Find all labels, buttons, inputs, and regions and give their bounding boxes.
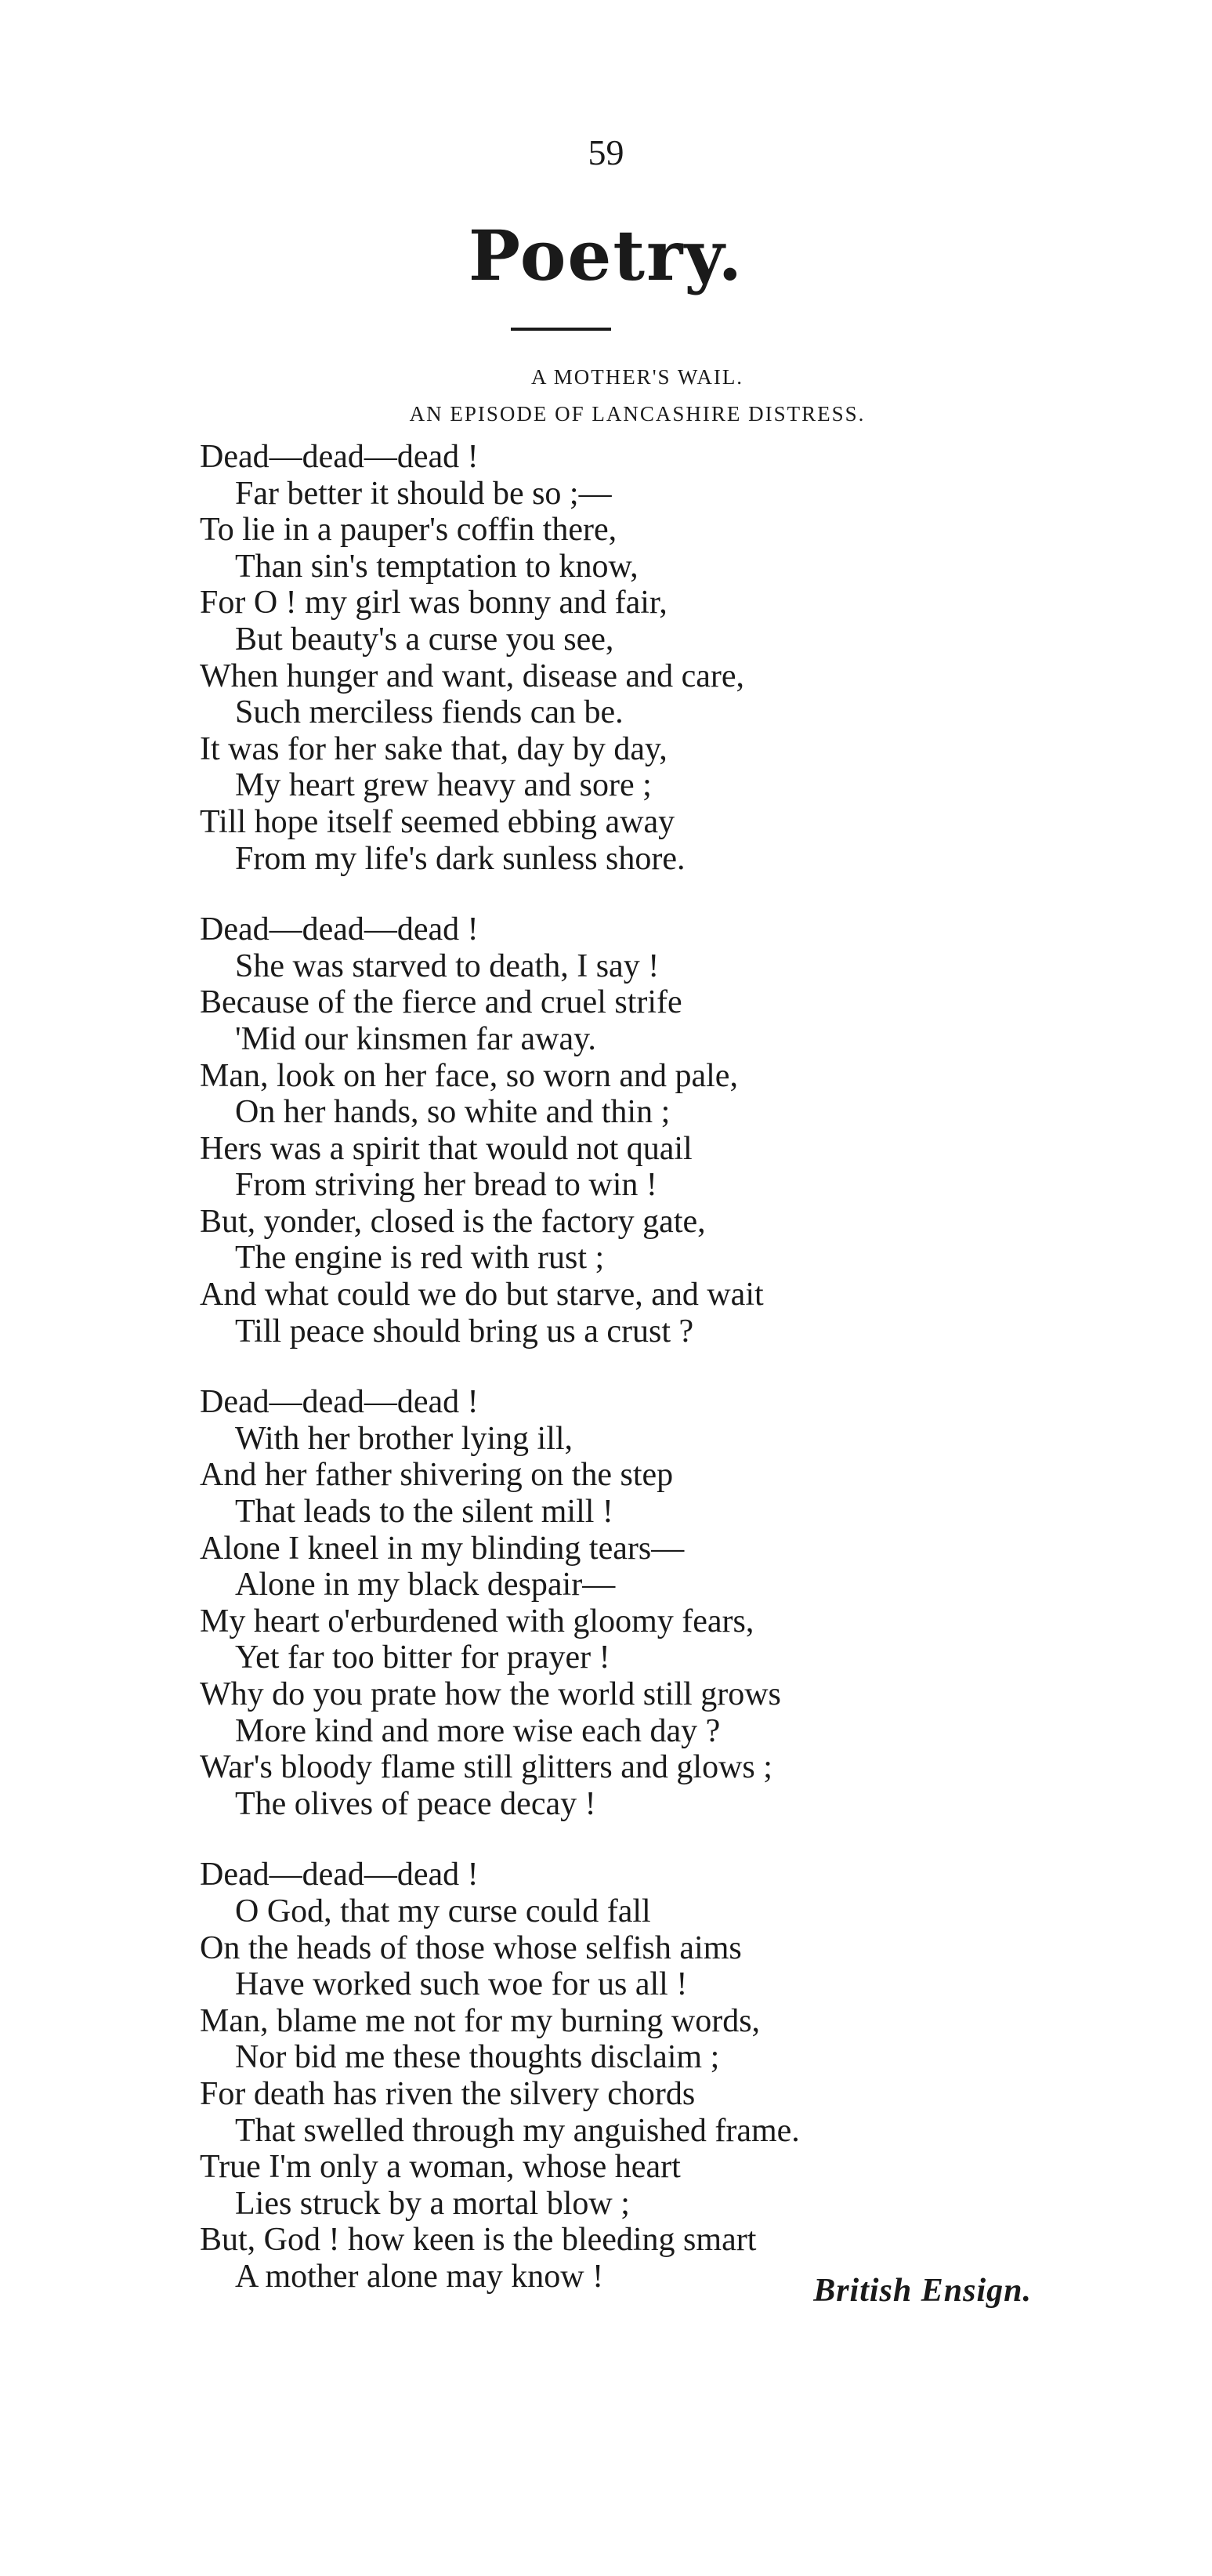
poem-line: Dead—dead—dead ! bbox=[200, 1384, 479, 1421]
poem-line: And her father shivering on the step bbox=[200, 1457, 674, 1494]
poem-line: My heart o'erburdened with gloomy fears, bbox=[200, 1603, 754, 1639]
poem-line: Have worked such woe for us all ! bbox=[235, 1966, 688, 2003]
poem-line: Man, look on her face, so worn and pale, bbox=[200, 1057, 738, 1094]
poem-line: On her hands, so white and thin ; bbox=[235, 1094, 671, 1131]
poem-line: The olives of peace decay ! bbox=[235, 1785, 596, 1822]
poem-line: My heart grew heavy and sore ; bbox=[235, 767, 652, 804]
source-attribution: British Ensign. bbox=[813, 2273, 1032, 2309]
poem-line: Lies struck by a mortal blow ; bbox=[235, 2185, 630, 2222]
stanza-4 bbox=[0, 1857, 1212, 2295]
poem-line: Yet far too bitter for prayer ! bbox=[235, 1639, 610, 1676]
page-number: 59 bbox=[588, 132, 624, 172]
poem-line: Such merciless fiends can be. bbox=[235, 694, 624, 731]
poem-line: Nor bid me these thoughts disclaim ; bbox=[235, 2039, 720, 2076]
poem-line: To lie in a pauper's coffin there, bbox=[200, 512, 617, 549]
poem-line: Alone in my black despair— bbox=[235, 1567, 616, 1603]
poem-line: Dead—dead—dead ! bbox=[200, 439, 479, 475]
poem-subtitle: AN EPISODE OF LANCASHIRE DISTRESS. bbox=[409, 402, 866, 426]
poem-line: But, God ! how keen is the bleeding smart bbox=[200, 2222, 757, 2259]
poem-line: War's bloody flame still glitters and glows ; bbox=[200, 1749, 772, 1786]
poem-line: More kind and more wise each day ? bbox=[235, 1712, 721, 1749]
poem-line: Far better it should be so ;— bbox=[235, 475, 612, 512]
poem-line: Because of the fierce and cruel strife bbox=[200, 984, 682, 1021]
poem-line: Than sin's temptation to know, bbox=[235, 548, 639, 585]
poem-line: It was for her sake that, day by day, bbox=[200, 730, 668, 767]
poem-line: On the heads of those whose selfish aims bbox=[200, 1929, 742, 1966]
poem-line: Dead—dead—dead ! bbox=[200, 911, 479, 948]
poem-line: Why do you prate how the world still grows bbox=[200, 1676, 781, 1712]
stanza-3 bbox=[0, 1384, 1212, 1822]
poem-line: Till hope itself seemed ebbing away bbox=[200, 803, 675, 840]
section-heading: Poetry. bbox=[468, 215, 744, 296]
poem-line: That swelled through my anguished frame. bbox=[235, 2112, 800, 2149]
poem-line: She was starved to death, I say ! bbox=[235, 947, 660, 984]
poem-line: True I'm only a woman, whose heart bbox=[200, 2149, 681, 2186]
poem-line: For death has riven the silvery chords bbox=[200, 2075, 696, 2112]
poem-body bbox=[0, 439, 1212, 2295]
poem-line: That leads to the silent mill ! bbox=[235, 1494, 613, 1531]
heading-rule bbox=[511, 328, 611, 331]
poem-line: When hunger and want, disease and care, bbox=[200, 658, 745, 694]
poem-line: But beauty's a curse you see, bbox=[235, 621, 614, 658]
poem-line: 'Mid our kinsmen far away. bbox=[235, 1020, 596, 1057]
stanza-1 bbox=[0, 439, 1212, 877]
poem-line: Alone I kneel in my blinding tears— bbox=[200, 1530, 685, 1567]
poem-line: Dead—dead—dead ! bbox=[200, 1857, 479, 1893]
poem-line: Till peace should bring us a crust ? bbox=[235, 1313, 694, 1350]
poem-line: Hers was a spirit that would not quail bbox=[200, 1130, 693, 1167]
poem-line: O God, that my curse could fall bbox=[235, 1893, 651, 1929]
stanza-2 bbox=[0, 911, 1212, 1350]
poem-line: Man, blame me not for my burning words, bbox=[200, 2002, 761, 2039]
poem-line: And what could we do but starve, and wait bbox=[200, 1277, 764, 1313]
poem-line: The engine is red with rust ; bbox=[235, 1240, 605, 1277]
poem-line: With her brother lying ill, bbox=[235, 1420, 573, 1457]
poem-line: For O ! my girl was bonny and fair, bbox=[200, 585, 668, 621]
poem-line: But, yonder, closed is the factory gate, bbox=[200, 1203, 706, 1240]
poem-line: From my life's dark sunless shore. bbox=[235, 840, 686, 877]
poem-line: From striving her bread to win ! bbox=[235, 1167, 657, 1204]
poem-line: A mother alone may know ! bbox=[235, 2258, 604, 2295]
poem-title: A MOTHER'S WAIL. bbox=[530, 365, 744, 389]
